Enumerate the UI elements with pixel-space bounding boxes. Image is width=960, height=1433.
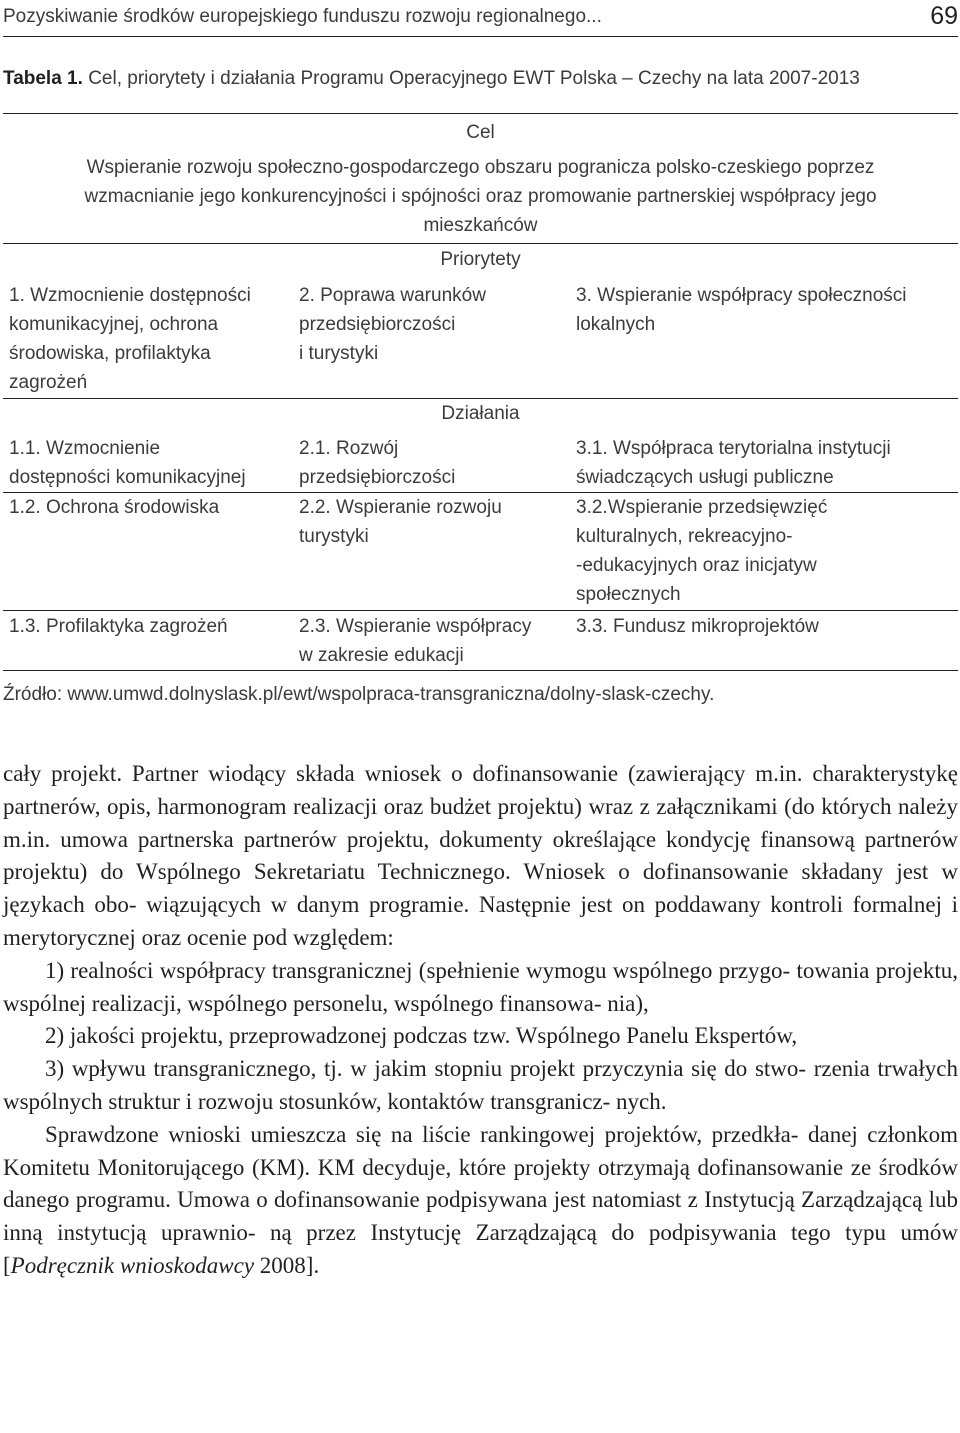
table-divider — [3, 243, 958, 244]
action-1-1 — [9, 434, 294, 492]
body-line: nia), — [607, 990, 649, 1016]
citation-title: wnioskodawcy — [119, 1252, 255, 1278]
table-caption — [3, 68, 958, 90]
citation-title: Podręcznik — [10, 1252, 115, 1278]
list-item-3 — [3, 1053, 958, 1119]
body-line: Sekretariatu Technicznego. Wniosek o dofinansowanie składany jest w językach obo- — [3, 859, 958, 918]
body-line: 1) realności współpracy transgranicznej (spełnienie wymogu wspólnego przygo- — [45, 957, 791, 983]
body-line: m.in. charakterystykę partnerów, opis, harmonogram realizacji oraz budżet projektu) — [3, 761, 958, 819]
cel-line-3: mieszkańców — [423, 215, 538, 236]
priority-3-line: 3. Wspieranie współpracy społeczności — [576, 285, 907, 306]
body-paragraph — [3, 1119, 958, 1283]
list-item-1 — [3, 955, 958, 1021]
priority-1-line: środowiska, profilaktyka — [9, 343, 211, 364]
priority-1-line: zagrożeń — [9, 372, 88, 393]
cel-line-1: Wspieranie rozwoju społeczno-gospodarczego obszaru pogranicza polsko-czeskiego poprzez — [86, 157, 875, 178]
priority-2-line: 2. Poprawa warunków — [299, 285, 486, 306]
priority-3-line: lokalnych — [576, 314, 656, 335]
action-2-3 — [299, 612, 569, 670]
page-number: 69 — [930, 2, 958, 30]
body-line: dokumenty określające kondycję finansową partnerów projektu) do Wspólnego — [3, 826, 958, 885]
body-line: 3) wpływu transgranicznego, tj. w jakim stopniu projekt przyczynia się do stwo- — [45, 1056, 807, 1082]
source-note: Źródło: www.umwd.dolnyslask.pl/ewt/wspolpraca-transgraniczna/dolny-slask-czechy. — [3, 684, 715, 705]
body-line: 2) jakości projektu, przeprowadzonej podczas tzw. Wspólnego Panelu Ekspertów, — [45, 1023, 798, 1049]
body-line: wraz z załącznikami (do których należy m.in. umowa partnerska partnerów projektu, — [3, 793, 958, 852]
body-line: wiązujących w danym programie. Następnie jest on poddawany kontroli formalnej — [146, 892, 943, 918]
body-text — [3, 758, 958, 1283]
cel-heading: Cel — [466, 122, 495, 143]
body-line: cały projekt. Partner wiodący składa wniosek o dofinansowanie (zawierający — [3, 761, 746, 786]
body-paragraph — [3, 758, 958, 955]
priority-1-line: 1. Wzmocnienie dostępności — [9, 285, 251, 306]
body-line: danej członkom Komitetu Monitorującego (KM). KM decyduje, które projekty — [3, 1121, 958, 1180]
table-caption-label: Tabela 1. — [3, 68, 83, 89]
action-line: 2.3. Wspieranie współpracy — [299, 616, 532, 637]
action-line: przedsiębiorczości — [299, 467, 456, 488]
body-line: otrzymają dofinansowanie ze środków danego programu. Umowa o dofinansowanie — [3, 1154, 959, 1213]
action-1-2 — [9, 493, 294, 522]
action-line: społecznych — [576, 584, 681, 605]
action-line: 3.1. Współpraca terytorialna instytucji — [576, 438, 891, 459]
priority-2-line: i turystyki — [299, 343, 379, 364]
body-line: nych. — [616, 1088, 667, 1114]
priority-2-line: przedsiębiorczości — [299, 314, 456, 335]
priorytety-heading: Priorytety — [440, 249, 521, 270]
goals-table — [3, 113, 958, 671]
action-3-1 — [576, 434, 956, 492]
action-line: dostępności komunikacyjnej — [9, 467, 246, 488]
dzialania-heading: Działania — [441, 403, 520, 424]
body-line: towania projektu, wspólnej realizacji, wspólnego personelu, wspólnego finansowa- — [3, 957, 958, 1016]
table-caption-text: Cel, priorytety i działania Programu Operacyjnego EWT Polska – Czechy na lata 2007-2013 — [88, 68, 860, 89]
action-line: turystyki — [299, 526, 369, 547]
list-item-2 — [3, 1020, 958, 1053]
action-line: 2.1. Rozwój — [299, 438, 399, 459]
body-line: rzenia trwałych wspólnych struktur i rozwoju stosunków, kontaktów transgranicz- — [3, 1056, 958, 1114]
action-line: w zakresie edukacji — [299, 645, 464, 666]
priority-2 — [299, 281, 569, 368]
action-3-3 — [576, 612, 956, 641]
action-3-2 — [576, 493, 956, 609]
table-divider — [3, 610, 958, 611]
action-line: 3.2.Wspieranie przedsięwzięć — [576, 497, 828, 518]
action-1-3 — [9, 612, 294, 641]
action-2-1 — [299, 434, 569, 492]
action-line: świadczących usługi publiczne — [576, 467, 834, 488]
action-2-2 — [299, 493, 569, 551]
action-line: kulturalnych, rekreacyjno- — [576, 526, 793, 547]
priority-1-line: komunikacyjnej, ochrona — [9, 314, 219, 335]
action-line: 2.2. Wspieranie rozwoju — [299, 497, 502, 518]
priority-3 — [576, 281, 956, 339]
action-line: 3.3. Fundusz mikroprojektów — [576, 616, 819, 637]
action-line: 1.3. Profilaktyka zagrożeń — [9, 616, 228, 637]
body-line: 2008]. — [254, 1252, 320, 1278]
priority-1 — [9, 281, 289, 397]
action-line: -edukacyjnych oraz inicjatyw — [576, 555, 817, 576]
body-line: ną przez Instytucję Zarządzającą do podpisywania tego typu umów [ — [3, 1220, 958, 1278]
body-line: i merytorycznej oraz ocenie pod względem: — [3, 892, 959, 950]
running-head — [3, 0, 958, 37]
action-line: 1.2. Ochrona środowiska — [9, 497, 220, 518]
body-line: podpisywana jest natomiast z Instytucją Zarządzającą lub inną instytucją uprawnio- — [3, 1187, 959, 1246]
action-line: 1.1. Wzmocnienie — [9, 438, 161, 459]
running-title: Pozyskiwanie środków europejskiego funduszu rozwoju regionalnego... — [3, 6, 602, 27]
body-line: Sprawdzone wnioski umieszcza się na liście rankingowej projektów, przedkła- — [45, 1121, 799, 1147]
cel-line-2: wzmacnianie jego konkurencyjności i spójności oraz promowanie partnerskiej współpracy jego — [84, 186, 877, 207]
